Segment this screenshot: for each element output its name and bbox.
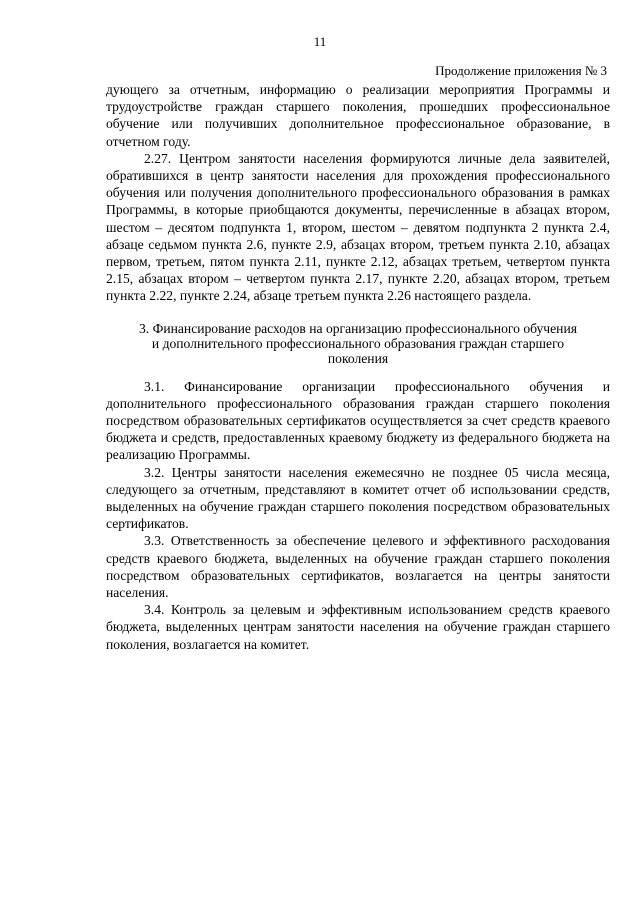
paragraph-continuation: дующего за отчетным, информацию о реализации мероприятия Программы и трудоустройстве граждан старшего поколения, прошедших профессиональное обучение или получивших дополнительное профессиональное образование, в отчетном году. xyxy=(106,82,610,149)
page-number: 11 xyxy=(313,34,327,49)
paragraph-3-4: 3.4. Контроль за целевым и эффективным использованием средств краевого бюджета, выделенных центрам занятости населения на обучение граждан старшего поколения, возлагается на комитет. xyxy=(106,602,610,652)
document-body xyxy=(106,81,610,653)
paragraph-3-3: 3.3. Ответственность за обеспечение целевого и эффективного расходования средств краевого бюджета, выделенных на обучение граждан старшего поколения посредством образовательных сертификатов, возлагается на центры занятости населения. xyxy=(106,533,610,601)
continuation-note: Продолжение приложения № 3 xyxy=(435,63,607,78)
paragraph-2-27: 2.27. Центром занятости населения формируются личные дела заявителей, обратившихся в центр занятости населения для прохождения профессионального обучения или получения дополнительного профессионального образования в рамках Программы, в которые приобщаются документы, перечисленные в абзацах втором, шестом – десятом подпункта 1, втором, шестом – девятом подпункта 2 пункта 2.4, абзаце седьмом пункта 2.6, пункте 2.9, абзацах втором, третьем пункта 2.10, абзацах первом, третьем, пятом пункта 2.11, пункте 2.12, абзацах третьем, четвертом пункта 2.15, абзацах втором – четвертом пункта 2.17, пункте 2.20, абзацах втором, третьем пункта 2.22, пункте 2.24, абзаце третьем пункта 2.26 настоящего раздела. xyxy=(106,150,610,304)
paragraph-3-2: 3.2. Центры занятости населения ежемесячно не позднее 05 числа месяца, следующего за отчетным, представляют в комитет отчет об использовании средств, выделенных на обучение граждан старшего поколения посредством образовательных сертификатов. xyxy=(106,464,610,532)
paragraph-3-1: 3.1. Финансирование организации профессионального обучения и дополнительного профессионального образования граждан старшего поколения посредством образовательных сертификатов осуществляется за счет средств краевого бюджета и средств, предоставленных краевому бюджету из федерального бюджета на реализацию Программы. xyxy=(106,378,610,463)
section-heading: 3. Финансирование расходов на организацию профессионального обучения и дополнительного профессионального образования граждан старшего поколения xyxy=(139,320,577,366)
